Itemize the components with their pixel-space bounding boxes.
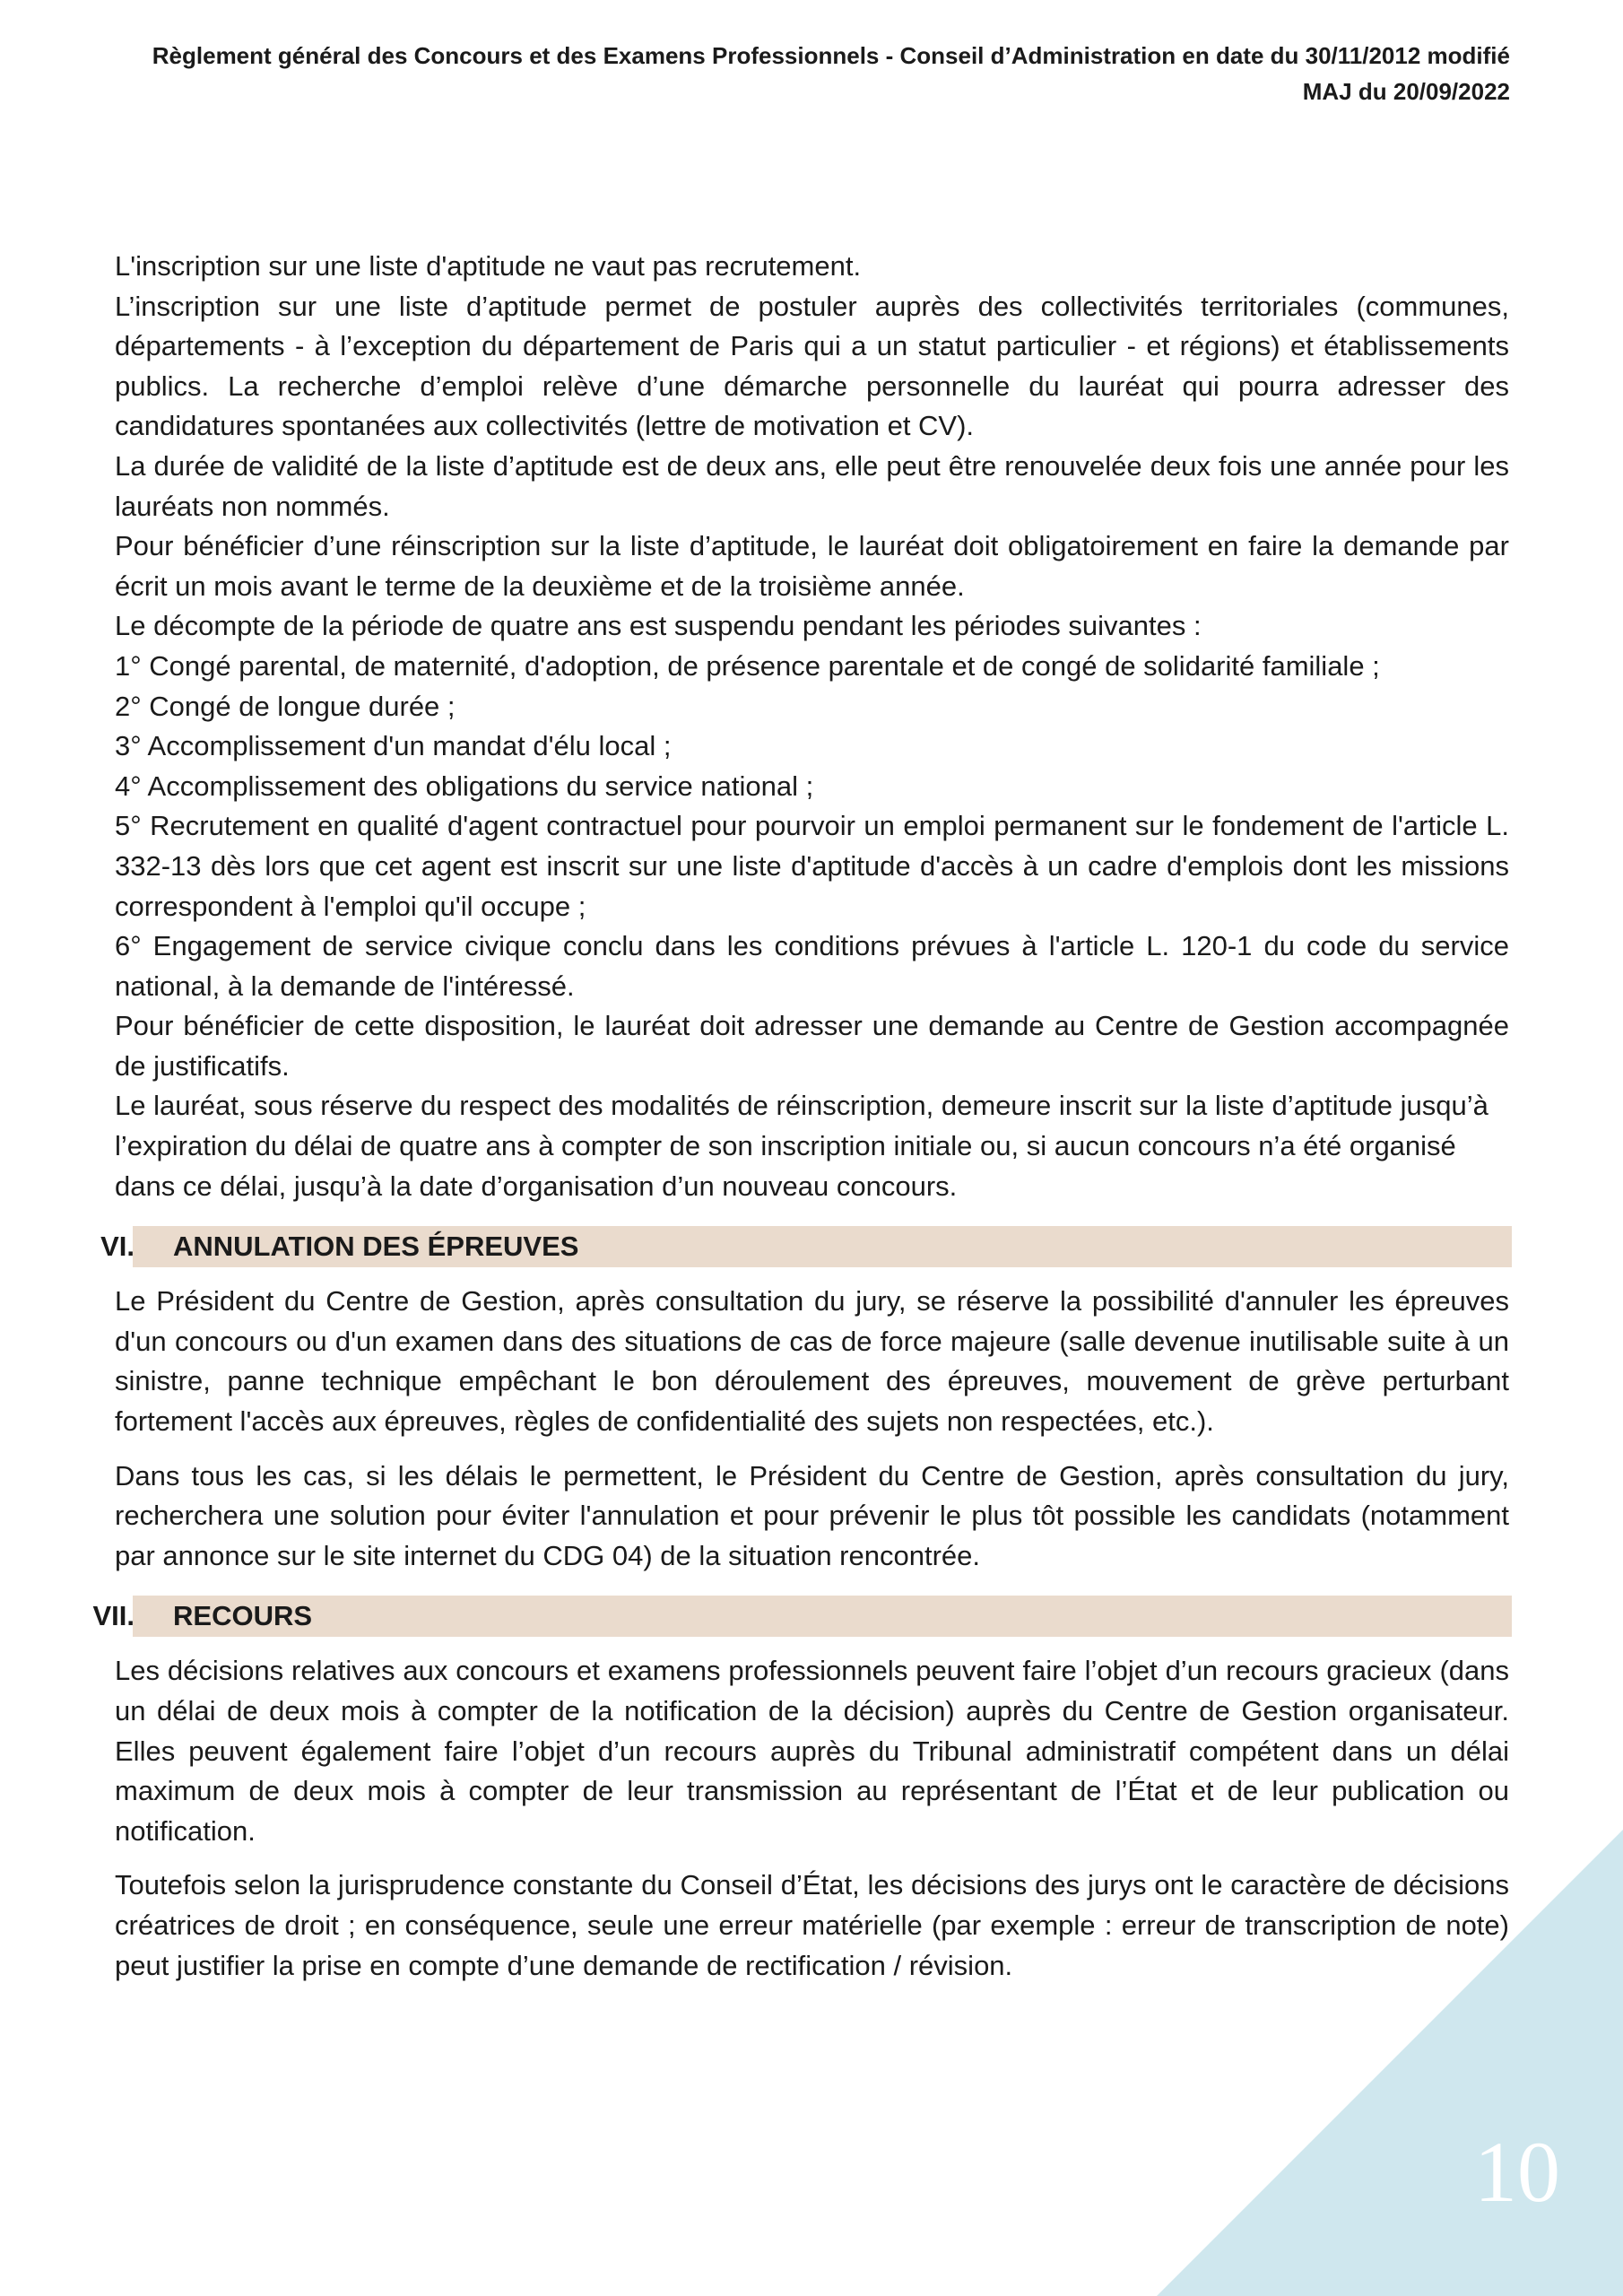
paragraph: Les décisions relatives aux concours et examens professionnels peuvent faire l’objet d’un recours gracieux (dans un délai de deux mois à compter de la notification de la décision) auprès du Centre de Gestion organisateur. Elles peuvent également faire l’objet d’un recours auprès du Tribunal administratif compétent dans un délai maximum de deux mois à compter de leur transmission au représentant de l’État et de leur publication ou notification.: [115, 1655, 1509, 1847]
page-body: [92, 247, 1509, 1986]
list-item: 1° Congé parental, de maternité, d'adoption, de présence parentale et de congé de solidarité familiale ;: [115, 649, 1380, 682]
header-update-date: MAJ du 20/09/2022: [1302, 78, 1510, 105]
corner-triangle-shape: [1157, 1830, 1623, 2296]
section-heading-band: [133, 1596, 1512, 1637]
section-number: VI.: [100, 1231, 135, 1263]
paragraph: L'inscription sur une liste d'aptitude ne vaut pas recrutement.: [115, 250, 862, 282]
paragraph: La durée de validité de la liste d’aptitude est de deux ans, elle peut être renouvelée deux fois une année pour les lauréats non nommés.: [115, 449, 1509, 522]
paragraph: Pour bénéficier de cette disposition, le lauréat doit adresser une demande au Centre de Gestion accompagnée de justificatifs.: [115, 1010, 1509, 1082]
section-number: VII.: [92, 1600, 135, 1632]
section-heading-recours: [92, 1596, 1509, 1637]
corner-triangle-decoration: [1157, 1830, 1623, 2296]
paragraph: Le lauréat, sous réserve du respect des modalités de réinscription, demeure inscrit sur la liste d’aptitude jusqu’à l’expiration du délai de quatre ans à compter de son inscription initiale ou, si aucun concours n’a été organisé dans ce délai, jusqu’à la date d’organisation d’un nouveau concours.: [115, 1090, 1488, 1202]
page-number: 10: [1474, 2124, 1560, 2220]
paragraph: Dans tous les cas, si les délais le permettent, le Président du Centre de Gestion, après consultation du jury, recherchera une solution pour éviter l'annulation et pour prévenir le plus tôt possible les candidats (notamment par annonce sur le site internet du CDG 04) de la situation rencontrée.: [115, 1459, 1509, 1571]
paragraph: Pour bénéficier d’une réinscription sur la liste d’aptitude, le lauréat doit obligatoirement en faire la demande par écrit un mois avant le terme de la deuxième et de la troisième année.: [115, 530, 1509, 602]
list-item: 6° Engagement de service civique conclu dans les conditions prévues à l'article L. 120-1 du code du service national, à la demande de l'intéressé.: [115, 930, 1509, 1002]
section-heading-annulation: [100, 1226, 1509, 1267]
list-item: 2° Congé de longue durée ;: [115, 690, 456, 722]
paragraph: Le décompte de la période de quatre ans est suspendu pendant les périodes suivantes :: [115, 610, 1202, 642]
paragraph: Le Président du Centre de Gestion, après consultation du jury, se réserve la possibilité d'annuler les épreuves d'un concours ou d'un examen dans des situations de cas de force majeure (salle devenue inutilisable suite à un sinistre, panne technique empêchant le bon déroulement des épreuves, mouvement de grève perturbant fortement l'accès aux épreuves, règles de confidentialité des sujets non respectées, etc.).: [115, 1285, 1509, 1438]
list-item: 3° Accomplissement d'un mandat d'élu local ;: [115, 730, 672, 762]
header-title: Règlement général des Concours et des Examens Professionnels - Conseil d’Administration en date du 30/11/2012 modifié: [152, 42, 1510, 69]
section-title: RECOURS: [173, 1600, 313, 1632]
document-header: [75, 38, 1510, 109]
paragraph: L’inscription sur une liste d’aptitude permet de postuler auprès des collectivités territoriales (communes, départements - à l’exception du département de Paris qui a un statut particulier - et régions) et établissements publics. La recherche d’emploi relève d’une démarche personnelle du lauréat qui pourra adresser des candidatures spontanées aux collectivités (lettre de motivation et CV).: [115, 290, 1509, 442]
paragraph: Toutefois selon la jurisprudence constante du Conseil d’État, les décisions des jurys ont le caractère de décisions créatrices de droit ; en conséquence, seule une erreur matérielle (par exemple : erreur de transcription de note) peut justifier la prise en compte d’une demande de rectification / révision.: [115, 1869, 1509, 1981]
list-item: 4° Accomplissement des obligations du service national ;: [115, 770, 814, 802]
section-title: ANNULATION DES ÉPREUVES: [173, 1231, 579, 1263]
list-item: 5° Recrutement en qualité d'agent contractuel pour pourvoir un emploi permanent sur le fondement de l'article L. 332-13 dès lors que cet agent est inscrit sur une liste d'aptitude d'accès à un cadre d'emplois dont les missions correspondent à l'emploi qu'il occupe ;: [115, 810, 1509, 922]
